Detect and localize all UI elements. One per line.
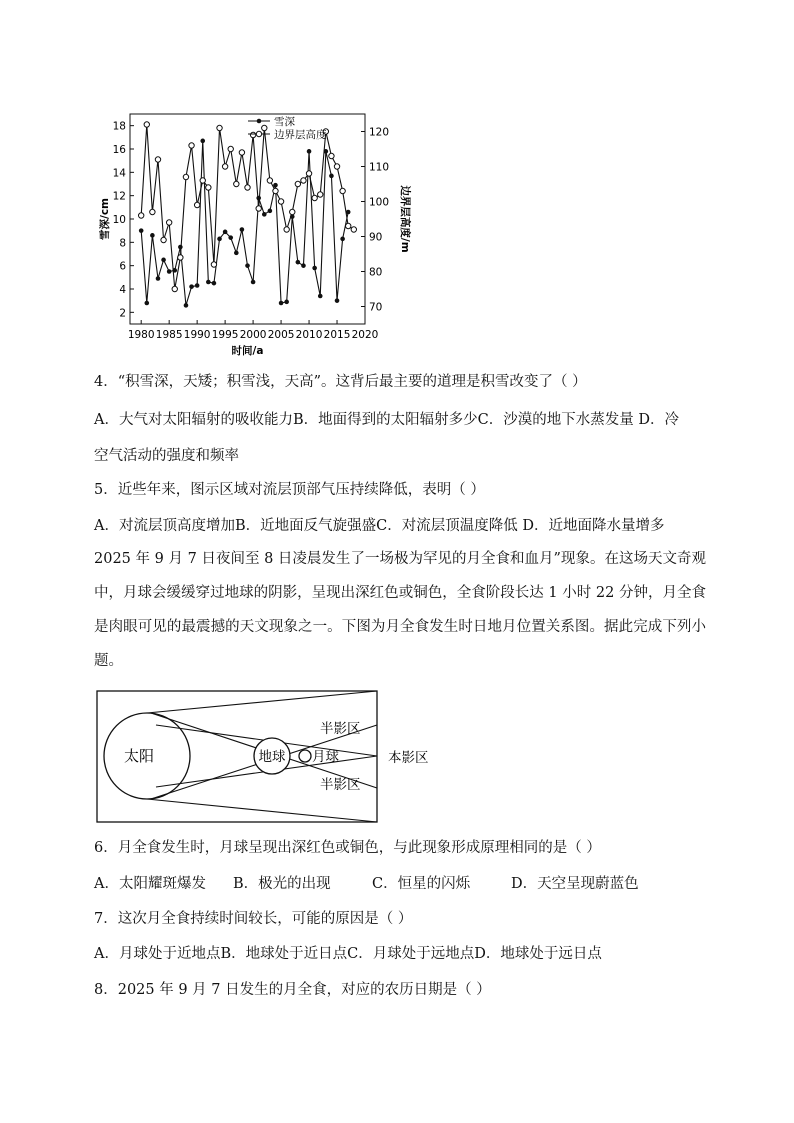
snow-depth-point <box>268 209 273 214</box>
x-tick-label: 1980 <box>127 329 155 341</box>
snow-depth-point <box>212 281 217 286</box>
y2-tick-label: 110 <box>369 161 390 174</box>
q6-option-d: D．天空呈现蔚蓝色 <box>511 876 639 892</box>
snow-depth-point <box>161 258 166 263</box>
chart-legend <box>248 116 327 141</box>
boundary-height-point <box>329 153 334 158</box>
snow-depth-point <box>340 237 345 242</box>
y-tick-label: 10 <box>112 214 126 226</box>
question-8-stem: 8．2025 年 9 月 7 日发生的月全食，对应的农历日期是（ ） <box>94 982 491 998</box>
boundary-height-point <box>200 178 205 183</box>
x-tick-label: 2005 <box>267 329 295 341</box>
legend-marker-snow <box>257 119 262 124</box>
y2-tick-label: 80 <box>369 266 383 279</box>
y-tick-label: 12 <box>112 190 126 203</box>
boundary-height-point <box>222 164 227 169</box>
q6-option-a: A．太阳耀斑爆发 <box>94 876 206 892</box>
y-tick-label: 4 <box>119 284 126 296</box>
boundary-height-point <box>295 181 300 186</box>
snow-depth-point <box>223 230 228 235</box>
boundary-height-point <box>239 150 244 155</box>
snow-depth-point <box>228 235 233 240</box>
boundary-height-point <box>262 125 267 130</box>
question-4-options-line1: A．大气对太阳辐射的吸收能力B．地面得到的太阳辐射多少C．沙漠的地下水蒸发量 D．冷 <box>94 412 679 428</box>
boundary-height-point <box>284 227 289 232</box>
y-tick-label: 16 <box>112 144 126 156</box>
boundary-height-point <box>340 188 345 193</box>
snow-depth-point <box>167 269 172 274</box>
moon-label: 月球 <box>312 749 339 765</box>
x-axis-label: 时间/a <box>231 345 264 357</box>
boundary-height-point <box>346 223 351 228</box>
y2-tick-label: 120 <box>369 126 390 139</box>
question-6-options <box>94 874 639 894</box>
snow-depth-point <box>139 228 144 233</box>
snow-depth-point <box>284 300 289 305</box>
earth-label: 地球 <box>258 749 286 765</box>
snow-depth-point <box>279 301 284 306</box>
snow-depth-point <box>307 149 312 154</box>
x-tick-label: 2000 <box>239 329 267 341</box>
snow-depth-point <box>273 183 278 188</box>
legend-marker-boundary <box>256 131 261 136</box>
y2-tick-label: 90 <box>369 231 383 244</box>
boundary-height-point <box>194 202 199 207</box>
x-tick-label: 1985 <box>155 329 183 341</box>
boundary-height-point <box>183 174 188 179</box>
boundary-height-point <box>278 199 283 204</box>
x-tick-label: 1990 <box>183 329 211 341</box>
snow-depth-point <box>251 280 256 285</box>
snow-depth-point <box>178 245 183 250</box>
moon-circle <box>299 750 311 762</box>
question-5-stem: 5．近些年来，图示区域对流层顶部气压持续降低，表明（ ） <box>94 482 485 498</box>
snow-depth-point <box>329 174 334 179</box>
boundary-height-point <box>250 132 255 137</box>
x-tick-label: 2020 <box>351 329 379 341</box>
boundary-height-point <box>318 192 323 197</box>
x-tick-label: 2015 <box>323 329 351 341</box>
umbra-label: 本影区 <box>388 750 429 766</box>
question-6-stem: 6．月全食发生时，月球呈现出深红色或铜色，与此现象形成原理相同的是（ ） <box>94 840 601 856</box>
question-7-options: A．月球处于近地点B．地球处于近日点C．月球处于远地点D．地球处于远日点 <box>94 946 602 962</box>
y2-tick-label: 70 <box>369 301 383 314</box>
boundary-height-point <box>301 178 306 183</box>
y2-axis-label: 边界层高度/m <box>399 185 411 253</box>
sun-label: 太阳 <box>124 747 155 765</box>
boundary-height-point <box>228 146 233 151</box>
chart-series <box>138 122 356 308</box>
snow-depth-point <box>234 251 239 256</box>
snow-depth-point <box>301 263 306 268</box>
snow-depth-point <box>245 263 250 268</box>
boundary-height-point <box>290 209 295 214</box>
question-4-stem: 4．“积雪深，天矮；积雪浅，天高”。这背后最主要的道理是积雪改变了（ ） <box>94 374 587 390</box>
snow-depth-point <box>335 298 340 303</box>
y-tick-label: 2 <box>119 307 126 320</box>
plot-frame <box>130 114 365 324</box>
question-5-options: A．对流层顶高度增加B．近地面反气旋强盛C．对流层顶温度降低 D．近地面降水量增多 <box>94 518 665 534</box>
question-7-stem: 7．这次月全食持续时间较长，可能的原因是（ ） <box>94 911 413 927</box>
boundary-height-point <box>256 206 261 211</box>
snow-depth-point <box>240 227 245 232</box>
boundary-height-point <box>245 185 250 190</box>
chart-svg <box>90 102 420 360</box>
y-tick-label: 18 <box>112 120 126 133</box>
boundary-height-point <box>217 125 222 130</box>
q6-option-c: C．恒星的闪烁 <box>372 876 471 892</box>
boundary-height-point <box>178 255 183 260</box>
ray-3 <box>147 691 377 713</box>
y-tick-label: 8 <box>119 237 126 250</box>
boundary-height-point <box>211 262 216 267</box>
boundary-height-point <box>166 220 171 225</box>
eclipse-diagram-svg <box>96 690 436 825</box>
question-4-options-line2: 空气活动的强度和频率 <box>94 448 239 464</box>
boundary-height-point <box>155 157 160 162</box>
snow-depth-point <box>217 237 222 242</box>
y2-tick-label: 100 <box>369 196 390 209</box>
boundary-height-point <box>312 195 317 200</box>
boundary-height-point <box>234 181 239 186</box>
boundary-height-point <box>334 164 339 169</box>
snow-depth-chart <box>90 102 420 360</box>
boundary-height-point <box>161 237 166 242</box>
snow-depth-point <box>206 280 211 285</box>
boundary-height-point <box>351 227 356 232</box>
snow-depth-point <box>144 301 149 306</box>
y-axis-label: 雪深/cm <box>99 198 111 240</box>
boundary-height-point <box>206 185 211 190</box>
snow-depth-point <box>195 283 200 288</box>
boundary-height-point <box>189 143 194 148</box>
penumbra-top-label: 半影区 <box>320 721 361 737</box>
snow-depth-point <box>200 139 205 144</box>
snow-depth-point <box>189 284 194 289</box>
boundary-height-point <box>150 209 155 214</box>
y-tick-label: 6 <box>119 260 126 273</box>
x-tick-label: 2010 <box>295 329 323 341</box>
eclipse-diagram <box>96 690 436 825</box>
boundary-height-point <box>267 178 272 183</box>
snow-depth-point <box>318 294 323 299</box>
snow-depth-point <box>150 233 155 238</box>
legend-label-boundary: 边界层高度 <box>274 129 327 141</box>
penumbra-bottom-label: 半影区 <box>320 777 361 793</box>
x-tick-label: 1995 <box>211 329 239 341</box>
snow-depth-point <box>312 266 317 271</box>
snow-depth-point <box>156 276 161 281</box>
boundary-height-point <box>172 286 177 291</box>
snow-depth-point <box>262 212 267 217</box>
boundary-height-point <box>138 213 143 218</box>
snow-depth-point <box>256 196 261 201</box>
snow-depth-point <box>296 260 301 265</box>
boundary-height-point <box>306 171 311 176</box>
boundary-height-point <box>144 122 149 127</box>
q6-option-b: B．极光的出现 <box>233 876 331 892</box>
passage-text: 2025 年 9 月 7 日夜间至 8 日凌晨发生了一场极为罕见的月全食和血月”现象。在这场天文奇观中，月球会缓缓穿过地球的阴影，呈现出深红色或铜色，全食阶段长达 1 小时 22 分钟，月全食是肉眼可见的最震撼的天文现象之一。下图为月全食发生时日地月位置关系图。据此完成下列小题。 <box>94 551 706 669</box>
boundary-height-point <box>273 188 278 193</box>
ray-4 <box>147 799 377 822</box>
y-tick-label: 14 <box>112 167 126 180</box>
snow-depth-point <box>184 303 189 308</box>
legend-label-snow: 雪深 <box>274 116 295 128</box>
